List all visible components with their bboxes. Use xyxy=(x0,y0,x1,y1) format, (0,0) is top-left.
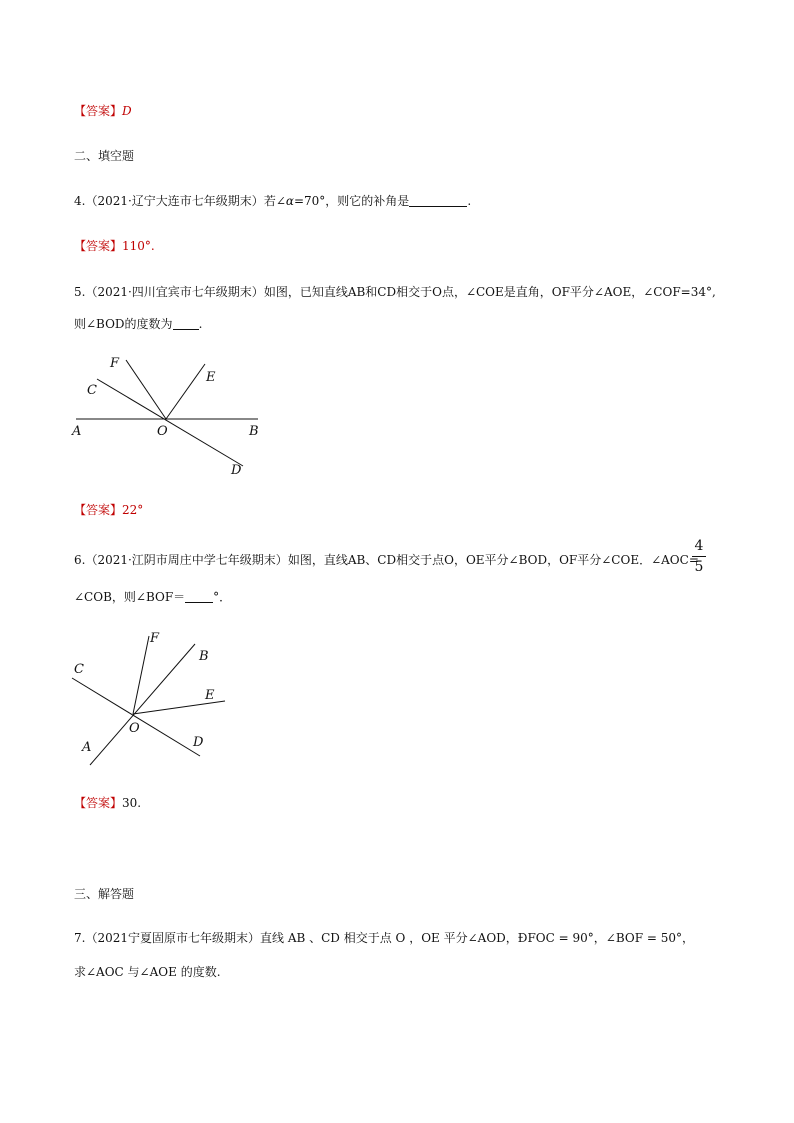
question-7-line-2 xyxy=(74,964,221,980)
question-text: 如图，直线AB、CD相交于点O，OE平分∠BOD，OF平分∠COE．∠AOC= xyxy=(287,553,699,567)
answer-value: 22° xyxy=(122,503,144,517)
answer-value: 30. xyxy=(122,796,142,810)
question-6-line-1 xyxy=(74,552,699,568)
label-c: C xyxy=(87,383,97,398)
ray-of xyxy=(133,636,149,714)
line-cd xyxy=(97,379,243,466)
question-end: . xyxy=(467,194,472,208)
answer-tag: 【答案】 xyxy=(74,104,123,118)
answer-tag: 【答案】 xyxy=(74,503,123,517)
question-source: （2021宁夏固原市七年级期末） xyxy=(85,931,260,945)
label-a: A xyxy=(82,740,92,755)
answer-line xyxy=(74,795,141,811)
answer-blank xyxy=(409,194,467,207)
question-end: . xyxy=(198,317,203,331)
question-text: ∠COB，则∠BOF＝ xyxy=(74,590,186,604)
label-f: F xyxy=(110,356,120,371)
question-number: 5. xyxy=(74,285,86,299)
fraction-bar xyxy=(692,556,706,557)
question-4 xyxy=(74,193,471,209)
ray-of xyxy=(126,360,166,419)
label-e: E xyxy=(206,370,216,385)
label-f: F xyxy=(150,631,160,646)
label-d: D xyxy=(193,735,204,750)
label-a: A xyxy=(72,424,82,439)
question-number: 4. xyxy=(74,194,86,208)
question-source: （2021·辽宁大连市七年级期末） xyxy=(85,194,264,208)
question-text: 若∠ xyxy=(263,194,286,208)
label-e: E xyxy=(205,688,215,703)
label-o: O xyxy=(157,424,168,439)
ray-oe xyxy=(166,364,205,419)
question-source: （2021·四川宜宾市七年级期末） xyxy=(85,285,264,299)
section-heading-solve: 三、解答题 xyxy=(74,887,135,901)
answer-value: 110°. xyxy=(122,239,155,253)
question-5-line-1 xyxy=(74,284,716,300)
question-number: 6. xyxy=(74,553,86,567)
fraction-numerator: 4 xyxy=(694,538,704,554)
answer-blank xyxy=(185,590,213,603)
label-d: D xyxy=(231,463,242,478)
fraction-denominator: 5 xyxy=(694,559,704,575)
question-number: 7. xyxy=(74,931,86,945)
section-heading-fill-in: 二、填空题 xyxy=(74,149,135,163)
line-ab xyxy=(90,644,195,765)
question-text: 则∠BOD的度数为 xyxy=(74,317,173,331)
fraction-four-fifths xyxy=(692,538,706,575)
question-5-line-2 xyxy=(74,316,202,332)
label-b: B xyxy=(249,424,259,439)
question-end: °． xyxy=(213,590,232,604)
answer-value: D xyxy=(122,104,132,118)
answer-blank xyxy=(173,317,199,330)
question-text: 求∠AOC 与∠AOE 的度数. xyxy=(74,965,221,979)
answer-tag: 【答案】 xyxy=(74,239,123,253)
question-text: 如图，已知直线AB和CD相交于O点，∠COE是直角，OF平分∠AOE，∠COF=34°, xyxy=(263,285,716,299)
question-6-line-2 xyxy=(74,589,231,605)
answer-line xyxy=(74,502,143,518)
alpha-symbol: α xyxy=(285,194,294,208)
figure-5-diagram xyxy=(60,350,270,480)
question-text: =70°，则它的补角是 xyxy=(293,194,410,208)
label-o: O xyxy=(129,721,140,736)
answer-tag: 【答案】 xyxy=(74,796,123,810)
question-7-line-1 xyxy=(74,930,694,946)
answer-line xyxy=(74,103,132,119)
label-c: C xyxy=(74,662,84,677)
figure-6-diagram xyxy=(60,628,240,773)
answer-line xyxy=(74,238,155,254)
question-source: （2021·江阴市周庄中学七年级期末） xyxy=(85,553,288,567)
label-b: B xyxy=(199,649,209,664)
question-text: 直线 AB 、CD 相交于点 O ，OE 平分∠AOD，ÐFOC = 90°，∠BOF = 50°， xyxy=(260,931,694,945)
